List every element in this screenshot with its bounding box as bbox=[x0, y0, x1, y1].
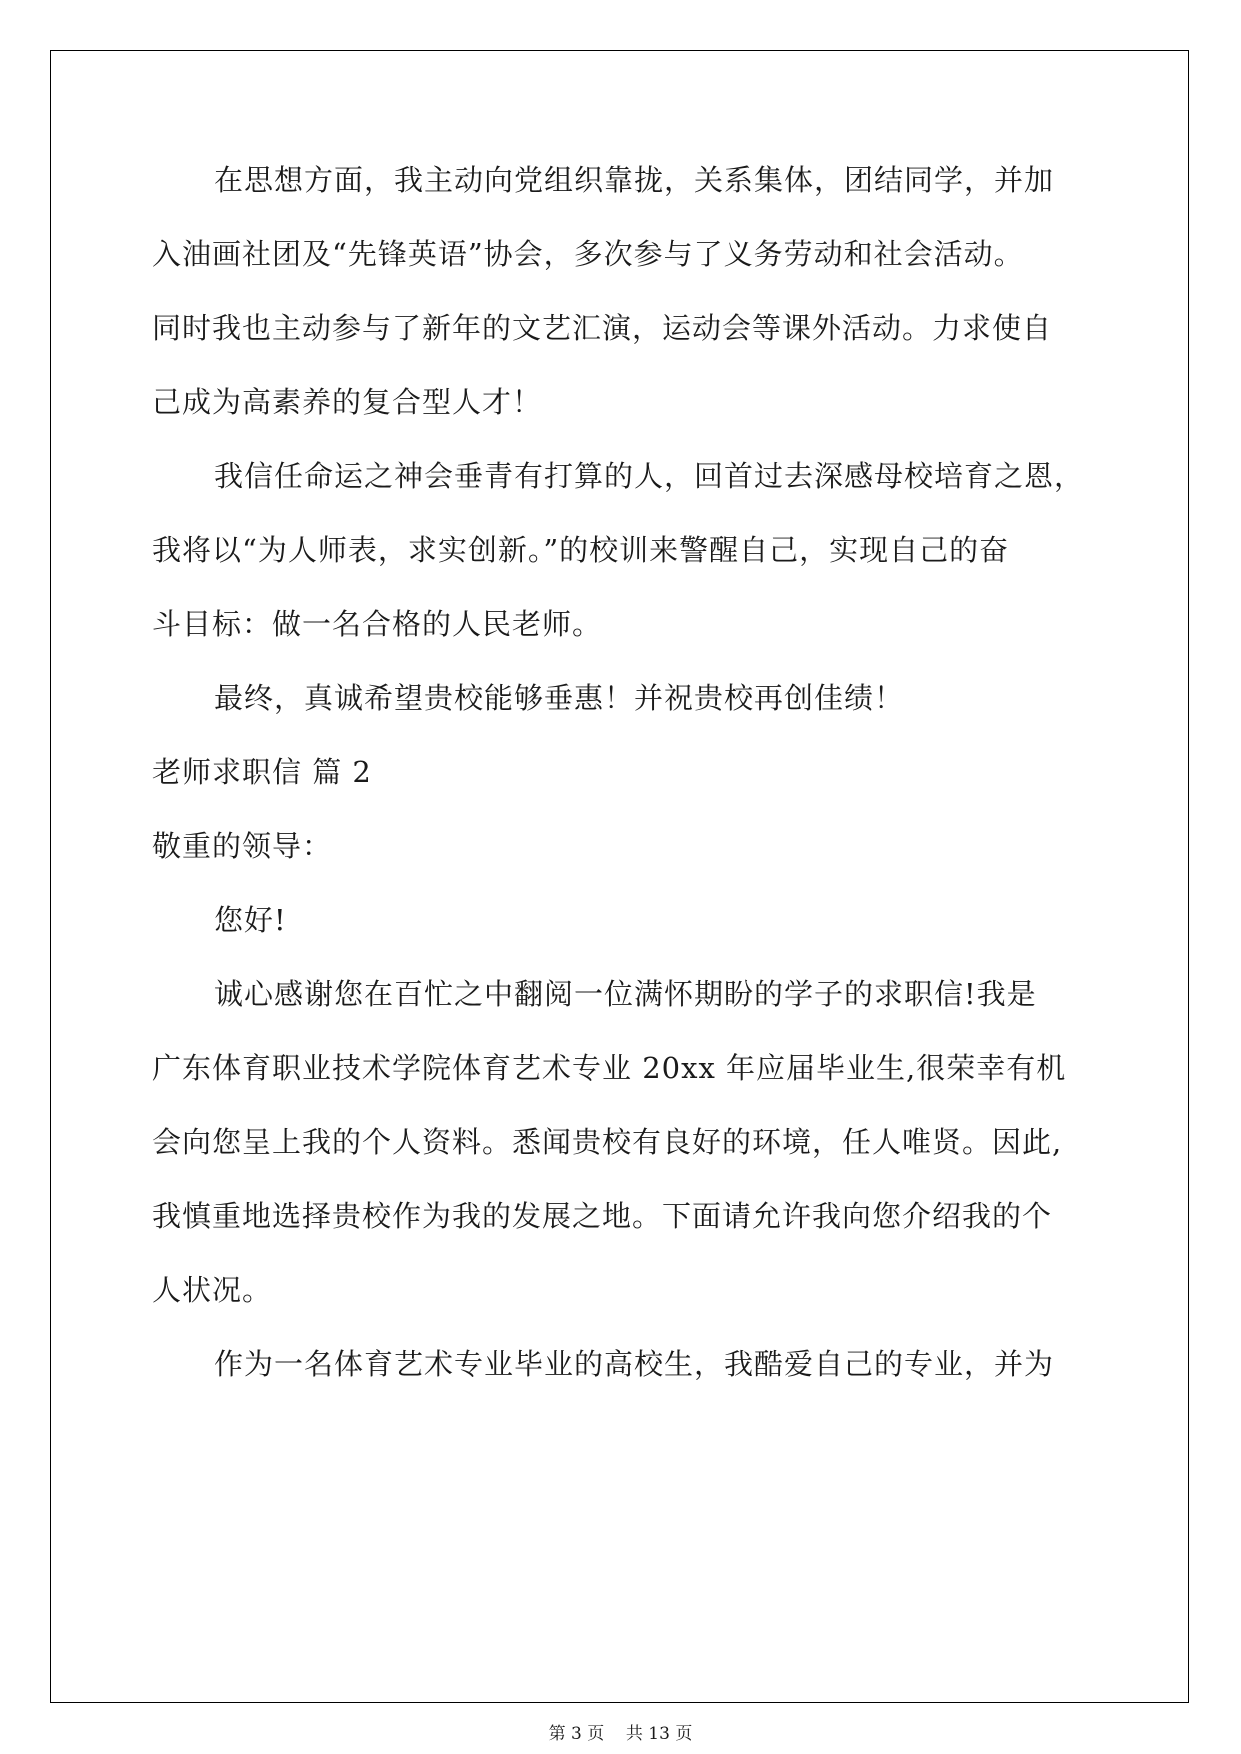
text-line: 我信任命运之神会垂青有打算的人，回首过去深感母校培育之恩， bbox=[214, 459, 1085, 493]
greeting: 您好! bbox=[214, 903, 287, 937]
salutation: 敬重的领导： bbox=[152, 829, 333, 863]
page-number-footer: 第 3 页 共 13 页 bbox=[548, 1724, 693, 1744]
text-line: 作为一名体育艺术专业毕业的高校生，我酷爱自己的专业，并为 bbox=[214, 1347, 1055, 1381]
text-line: 会向您呈上我的个人资料。悉闻贵校有良好的环境，任人唯贤。因此, bbox=[152, 1125, 1063, 1159]
text-line: 最终，真诚希望贵校能够垂惠！并祝贵校再创佳绩！ bbox=[214, 681, 905, 715]
page-border bbox=[50, 50, 1189, 1703]
text-line: 斗目标：做一名合格的人民老师。 bbox=[152, 607, 603, 641]
text-line: 广东体育职业技术学院体育艺术专业 20xx 年应届毕业生,很荣幸有机 bbox=[152, 1051, 1067, 1085]
text-line: 我慎重地选择贵校作为我的发展之地。下面请允许我向您介绍我的个 bbox=[152, 1199, 1053, 1233]
text-line: 在思想方面，我主动向党组织靠拢，关系集体，团结同学，并加 bbox=[214, 163, 1055, 197]
text-line: 己成为高素养的复合型人才！ bbox=[152, 385, 543, 419]
text-line: 入油画社团及“先锋英语”协会，多次参与了义务劳动和社会活动。 bbox=[152, 237, 1024, 271]
text-line: 我将以“为人师表，求实创新。”的校训来警醒自己，实现自己的奋 bbox=[152, 533, 1010, 567]
section-title: 老师求职信 篇 2 bbox=[152, 755, 372, 789]
text-line: 诚心感谢您在百忙之中翻阅一位满怀期盼的学子的求职信!我是 bbox=[214, 977, 1037, 1011]
text-line: 同时我也主动参与了新年的文艺汇演，运动会等课外活动。力求使自 bbox=[152, 311, 1053, 345]
text-line: 人状况。 bbox=[152, 1273, 273, 1307]
